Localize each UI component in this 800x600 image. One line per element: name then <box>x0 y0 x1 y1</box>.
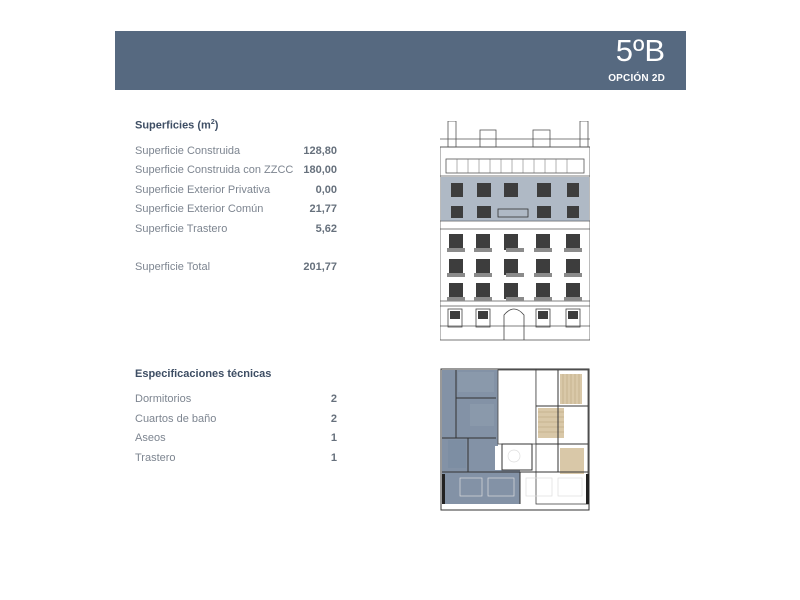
surface-row <box>135 164 337 178</box>
surface-value: 21,77 <box>309 203 337 215</box>
spec-label: Dormitorios <box>135 393 192 405</box>
surfaces-title: Superficies $(m^2)$ <box>135 119 219 132</box>
surface-row <box>135 184 337 198</box>
surface-value: 0,00 <box>315 184 337 196</box>
spec-label: Trastero <box>135 452 176 464</box>
unit-option: OPCIÓN 2D <box>608 73 665 84</box>
floor-plan-drawing <box>440 368 590 511</box>
spec-label: Aseos <box>135 432 166 444</box>
surface-label: Superficie Trastero <box>135 223 228 235</box>
spec-value: 1 <box>330 452 337 464</box>
unit-title: 5ºB <box>615 33 665 68</box>
surface-total-row <box>135 261 337 275</box>
surface-total-label: Superficie Total <box>135 261 211 273</box>
specs-title: Especificaciones técnicas <box>135 368 272 380</box>
surface-value: 128,80 <box>303 145 337 157</box>
spec-row <box>135 393 337 407</box>
spec-row <box>135 452 337 466</box>
spec-value: 2 <box>330 413 337 425</box>
facade-elevation-drawing <box>440 121 590 341</box>
surface-label: Superficie Construida con ZZCC <box>135 164 294 176</box>
surface-total-value: 201,77 <box>303 261 337 273</box>
surface-label: Superficie Exterior Privativa <box>135 184 271 196</box>
surface-value: 5,62 <box>315 223 337 235</box>
spec-value: 2 <box>330 393 337 405</box>
spec-value: 1 <box>330 432 337 444</box>
surface-row <box>135 203 337 217</box>
surface-value: 180,00 <box>303 164 337 176</box>
surface-row <box>135 223 337 237</box>
unit-header <box>115 31 686 90</box>
spec-row <box>135 432 337 446</box>
spec-label: Cuartos de baño <box>135 413 217 425</box>
spec-row <box>135 413 337 427</box>
surface-label: Superficie Construida <box>135 145 241 157</box>
surface-label: Superficie Exterior Común <box>135 203 264 215</box>
surface-row <box>135 145 337 159</box>
